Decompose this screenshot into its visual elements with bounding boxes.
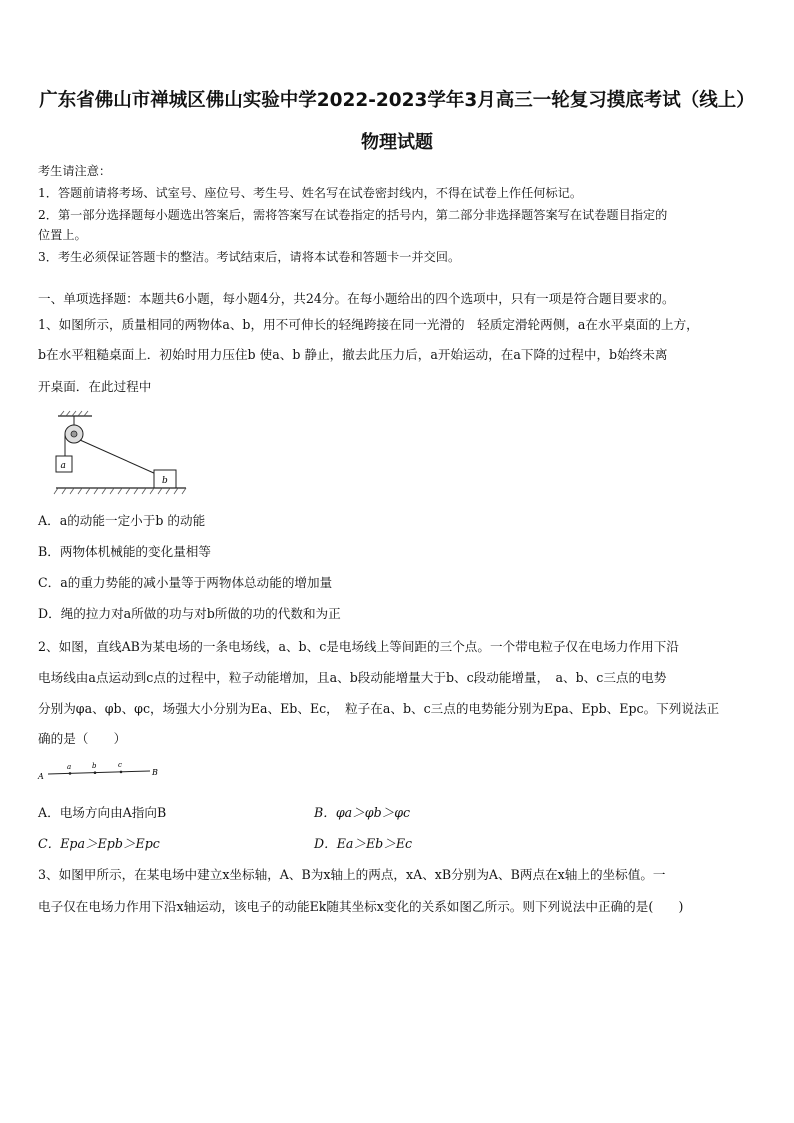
pulley-figure bbox=[52, 410, 192, 496]
point-c-label: c bbox=[118, 761, 122, 769]
field-line-figure bbox=[36, 760, 166, 784]
notice-item: 3．考生必须保证答题卡的整洁。考试结束后，请将本试卷和答题卡一并交回。 bbox=[38, 250, 461, 264]
q2-option-a: A．电场方向由A指向B bbox=[38, 805, 167, 820]
notice-item: 2．第一部分选择题每小题选出答案后，需将答案写在试卷指定的括号内，第二部分非选择题答案写在试卷题目指定的 bbox=[38, 208, 668, 222]
question-2-line: 电场线由a点运动到c点的过程中，粒子动能增加，且a、b段动能增量大于b、c段动能增量， a、b、c三点的电势 bbox=[38, 670, 667, 685]
notice-item: 1．答题前请将考场、试室号、座位号、考生号、姓名写在试卷密封线内，不得在试卷上作任何标记。 bbox=[38, 186, 583, 200]
point-a-label: a bbox=[67, 763, 72, 771]
q2-option-c: C．Epa＞Epb＞Epc bbox=[38, 836, 160, 851]
point-B-label: B bbox=[152, 768, 158, 777]
section-heading: 一、单项选择题：本题共6小题，每小题4分，共24分。在每小题给出的四个选项中，只有一项是符合题目要求的。 bbox=[38, 291, 675, 306]
block-b-label: b bbox=[162, 476, 168, 486]
q2-option-d: D．Ea＞Eb＞Ec bbox=[314, 836, 413, 851]
question-1-line: 1、如图所示，质量相同的两物体a、b，用不可伸长的轻绳跨接在同一光滑的 轻质定滑轮两侧，a在水平桌面的上方， bbox=[38, 317, 699, 332]
q1-option-c: C．a的重力势能的减小量等于两物体总动能的增加量 bbox=[38, 575, 333, 590]
notice-heading: 考生请注意： bbox=[38, 164, 112, 178]
page-subtitle: 物理试题 bbox=[361, 132, 433, 153]
point-b-label: b bbox=[92, 762, 97, 770]
question-1-line: b在水平粗糙桌面上．初始时用力压住b 使a、b 静止，撤去此压力后，a开始运动，在a下降的过程中，b始终未离 bbox=[38, 347, 668, 362]
point-A-label: A bbox=[38, 772, 44, 781]
question-3-line: 电子仅在电场力作用下沿x轴运动，该电子的动能Ek随其坐标x变化的关系如图乙所示。则下列说法中正确的是( ) bbox=[38, 899, 684, 914]
q1-option-a: A．a的动能一定小于b 的动能 bbox=[38, 513, 206, 528]
q2-option-b: B．φa＞φb＞φc bbox=[314, 805, 411, 820]
notice-item: 位置上。 bbox=[38, 228, 87, 242]
question-2-line: 2、如图，直线AB为某电场的一条电场线，a、b、c是电场线上等间距的三个点。一个带电粒子仅在电场力作用下沿 bbox=[38, 639, 679, 654]
question-1-line: 开桌面．在此过程中 bbox=[38, 379, 152, 394]
question-2-line: 分别为φa、φb、φc，场强大小分别为Ea、Eb、Ec， 粒子在a、b、c三点的电势能分别为Epa、Epb、Epc。下列说法正 bbox=[38, 701, 720, 716]
block-a-label: a bbox=[60, 461, 66, 471]
page-title: 广东省佛山市禅城区佛山实验中学2022-2023学年3月高三一轮复习摸底考试（线上） bbox=[39, 90, 755, 111]
q1-option-d: D．绳的拉力对a所做的功与对b所做的功的代数和为正 bbox=[38, 606, 341, 621]
question-3-line: 3、如图甲所示，在某电场中建立x坐标轴，A、B为x轴上的两点，xA、xB分别为A、B两点在x轴上的坐标值。一 bbox=[38, 867, 666, 882]
q1-option-b: B．两物体机械能的变化量相等 bbox=[38, 544, 211, 559]
question-2-line: 确的是（ ） bbox=[38, 731, 127, 746]
